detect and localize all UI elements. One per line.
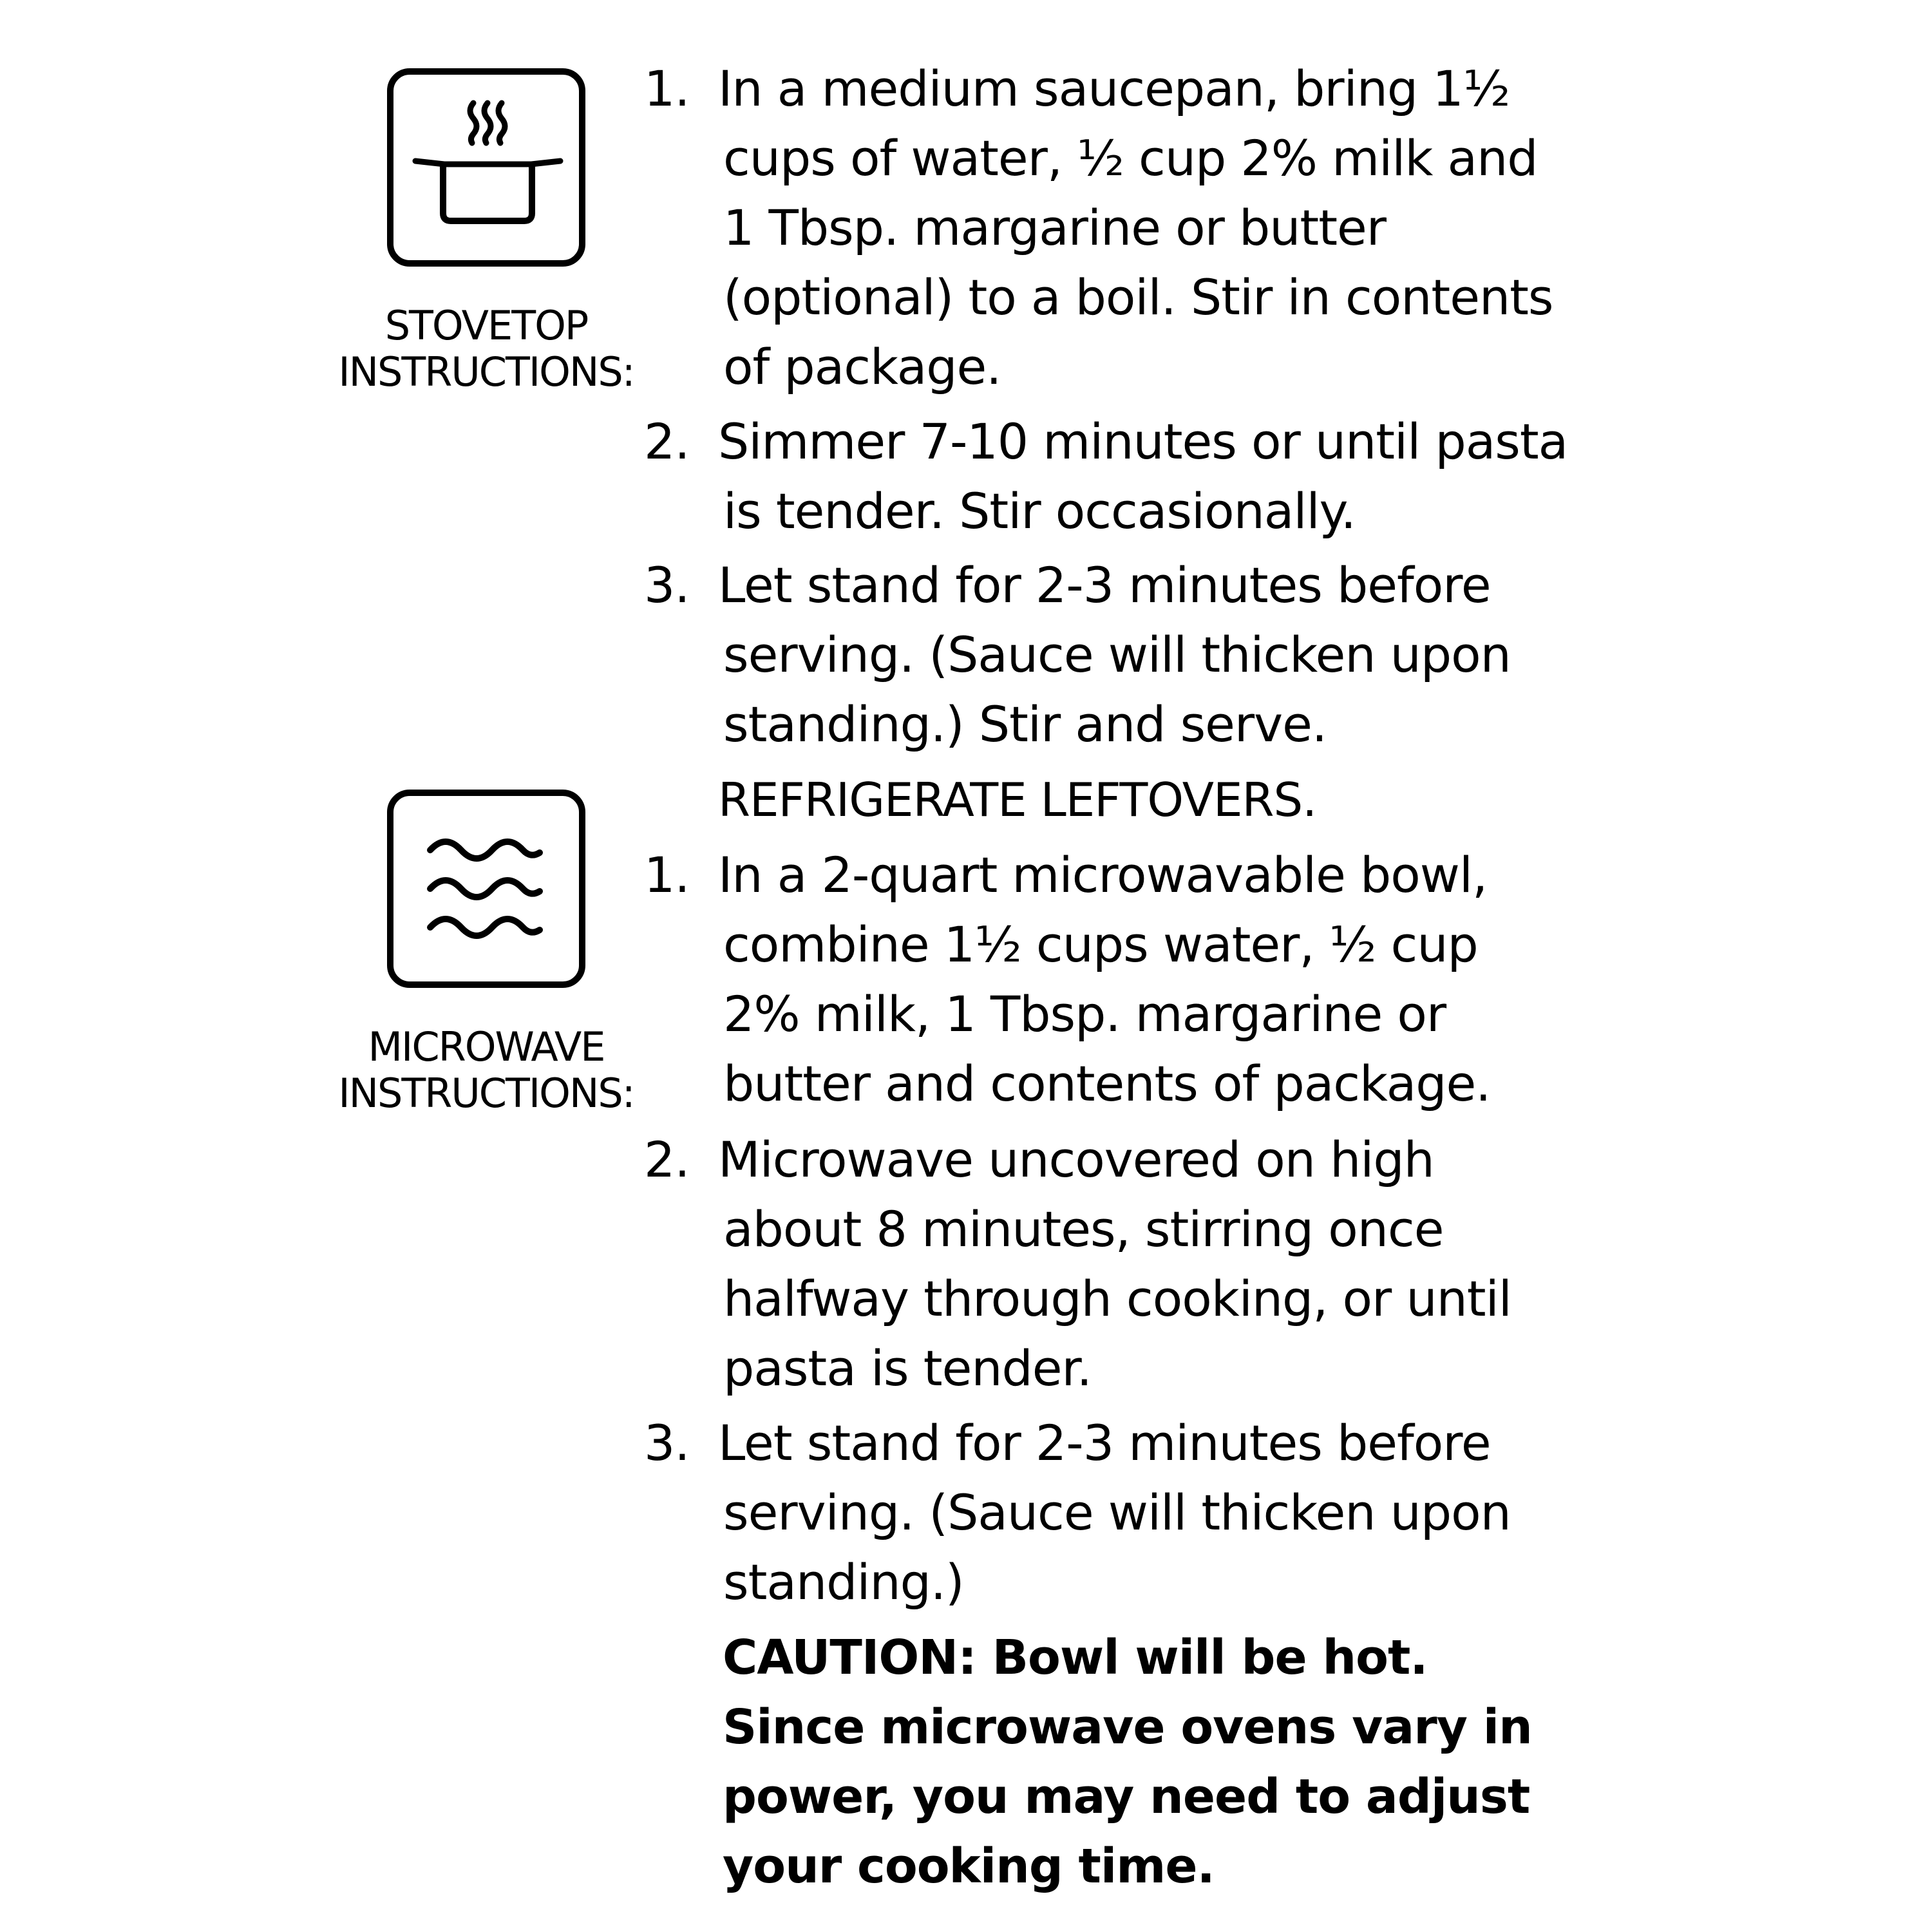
step-line: (optional) to a boil. Stir in contents <box>723 269 1553 326</box>
step-line: standing.) <box>723 1553 964 1611</box>
stovetop-label-line2: INSTRUCTIONS: <box>338 348 634 395</box>
step-line: Let stand for 2-3 minutes before <box>718 1414 1491 1472</box>
step-text <box>718 54 1555 402</box>
microwave-icon-box <box>386 789 586 989</box>
step-line: Simmer 7-10 minutes or until pasta <box>718 413 1568 470</box>
step-line: 1 Tbsp. margarine or butter <box>723 199 1387 256</box>
caution-warning <box>723 1623 1560 1901</box>
step-line: pasta is tender. <box>723 1340 1092 1397</box>
step-number: 1. <box>644 846 690 904</box>
step-line: about 8 minutes, stirring once <box>723 1200 1444 1258</box>
step-line: standing.) Stir and serve. <box>723 696 1327 753</box>
step-number: 1. <box>644 60 690 117</box>
step-line: serving. (Sauce will thicken upon <box>723 1484 1511 1541</box>
step-number: 2. <box>644 413 690 470</box>
step-line: serving. (Sauce will thicken upon <box>723 626 1511 683</box>
step-number: 3. <box>644 1414 690 1472</box>
step-line: 2% milk, 1 Tbsp. margarine or <box>723 985 1446 1043</box>
step-number: 2. <box>644 1131 690 1188</box>
pot-steam-icon <box>386 68 586 267</box>
step-line: is tender. Stir occasionally. <box>723 482 1356 540</box>
step-text <box>718 551 1555 759</box>
microwave-label-line2: INSTRUCTIONS: <box>338 1070 634 1117</box>
caution-line: CAUTION: Bowl will be hot. <box>723 1630 1428 1685</box>
step-line: halfway through cooking, or until <box>723 1270 1511 1327</box>
step-text <box>718 1125 1555 1403</box>
step-number: 3. <box>644 556 690 614</box>
step-line: combine 1½ cups water, ½ cup <box>723 916 1478 973</box>
microwave-label <box>335 1024 638 1117</box>
refrigerate-note: REFRIGERATE LEFTOVERS. <box>718 773 1317 827</box>
stovetop-label-line1: STOVETOP <box>384 302 588 349</box>
step-line: Let stand for 2-3 minutes before <box>718 556 1491 614</box>
caution-line: power, you may need to adjust <box>723 1769 1530 1824</box>
caution-line: your cooking time. <box>723 1839 1215 1894</box>
stovetop-label <box>335 303 638 395</box>
caution-line: Since microwave ovens vary in <box>723 1700 1532 1755</box>
stovetop-icon-box <box>386 68 586 267</box>
microwave-waves-icon <box>386 789 586 989</box>
step-line: In a 2-quart microwavable bowl, <box>718 846 1488 904</box>
step-line: of package. <box>723 338 1001 395</box>
step-line: cups of water, ½ cup 2% milk and <box>723 129 1538 187</box>
microwave-label-line1: MICROWAVE <box>368 1023 605 1070</box>
step-line: Microwave uncovered on high <box>718 1131 1434 1188</box>
step-text <box>718 407 1568 546</box>
step-line: In a medium saucepan, bring 1½ <box>718 60 1510 117</box>
step-text <box>718 1408 1555 1617</box>
step-text <box>718 840 1555 1119</box>
step-line: butter and contents of package. <box>723 1055 1491 1112</box>
